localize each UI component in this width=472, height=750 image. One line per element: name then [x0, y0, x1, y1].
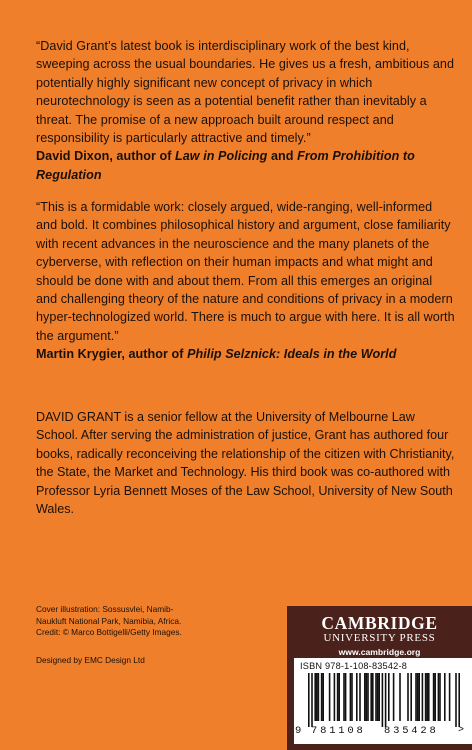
barcode-bar	[351, 673, 353, 721]
barcode-bar	[377, 673, 379, 721]
barcode-bar	[314, 673, 316, 721]
barcode-bar	[407, 673, 409, 721]
publisher-url: www.cambridge.org	[338, 647, 421, 657]
barcode-bar	[417, 673, 419, 721]
review-blurb-dixon	[36, 37, 456, 184]
barcode-bar	[378, 673, 380, 721]
publisher-name: CAMBRIDGE	[321, 613, 438, 633]
publisher-subtitle: UNIVERSITY PRESS	[323, 632, 436, 644]
barcode-bar	[426, 673, 428, 721]
barcode-bar	[434, 673, 436, 721]
author-bio: DAVID GRANT is a senior fellow at the University of Melbourne Law School. After serving the administration of justice, Grant has authored four books, radically reconceiving the relationship of the citizen with Christianity, the State, the Market and Technology. His third book was co-authored with Professor Lyria Bennett Moses of the Law School, University of New South Wales.	[36, 410, 455, 517]
barcode-bar	[418, 673, 420, 721]
barcode-bar	[433, 673, 435, 721]
barcode-bar	[318, 673, 320, 721]
barcode-bar	[350, 673, 352, 721]
barcode-bar	[329, 673, 331, 721]
barcode-bar	[410, 673, 412, 721]
designer-credit: Designed by EMC Design Ltd	[36, 655, 145, 665]
barcode-bar	[343, 673, 345, 721]
barcode-bar	[382, 673, 384, 727]
review-attribution: Martin Krygier, author of Philip Selznick: Ideals in the World	[36, 347, 397, 362]
barcode-bar	[449, 673, 451, 721]
barcode-bar	[458, 673, 460, 727]
barcode-bar	[321, 673, 323, 721]
barcode-bar	[422, 673, 424, 721]
barcode-bar	[334, 673, 336, 721]
barcode-bar	[455, 673, 457, 727]
review-quote: “David Grant’s latest book is interdisciplinary work of the best kind, sweeping across the usual boundaries. He gives us a fresh, ambitious and potentially highly significant new concept of privacy in which neurotechnology is seen as a potential benefit rather than inevitably a threat. The promise of a new approach built around respect and responsibility is particularly attractive and timely.”	[36, 39, 455, 146]
barcode-bar	[367, 673, 369, 721]
barcode-bar	[372, 673, 374, 721]
barcode-bar	[322, 673, 324, 721]
barcode-bar	[345, 673, 347, 721]
barcode-bar	[375, 673, 377, 721]
cover-credit: Cover illustration: Sossusvlei, Namib- Naukluft National Park, Namibia, Africa. Credit: © Marco Bottigelli/Getty Images.	[36, 604, 182, 637]
isbn-label: ISBN 978-1-108-83542-8	[300, 661, 408, 671]
review-attribution: David Dixon, author of Law in Policing and From Prohibition to Regulation	[36, 149, 415, 182]
barcode-bar	[366, 673, 368, 721]
review-quote: “This is a formidable work: closely argued, wide-ranging, well-informed and bold. It combines philosophical history and argument, close familiarity with recent advances in the neuroscience and the many planets of the cyberverse, with reflection on their human impacts and what might and should be done with and about them. From all this emerges an original and challenging theory of the nature and conditions of privacy in a modern hyper-technologized world. There is much to argue with here. It is all worth the argument.”	[36, 200, 455, 343]
barcode-bar	[425, 673, 427, 721]
barcode-bar	[311, 673, 313, 727]
review-blurb-krygier	[36, 198, 456, 364]
barcode-bar	[439, 673, 441, 721]
barcode-bar	[393, 673, 395, 721]
barcode-icon	[302, 673, 464, 727]
barcode-bar	[316, 673, 318, 721]
barcode-bar	[359, 673, 361, 721]
barcode-bar	[338, 673, 340, 721]
barcode-bar	[356, 673, 358, 721]
barcode-bar	[399, 673, 401, 721]
barcode-bar	[428, 673, 430, 721]
barcode-bar	[415, 673, 417, 721]
barcode-bar	[337, 673, 339, 721]
barcode-bar	[444, 673, 446, 721]
barcode-bar	[385, 673, 387, 727]
barcode-bar	[364, 673, 366, 721]
barcode-box: ISBN 978-1-108-83542-8 9 781108 835428 >	[294, 658, 472, 744]
barcode-bar	[438, 673, 440, 721]
barcode-bar	[388, 673, 390, 721]
barcode-bar	[308, 673, 310, 727]
barcode-bar	[370, 673, 372, 721]
